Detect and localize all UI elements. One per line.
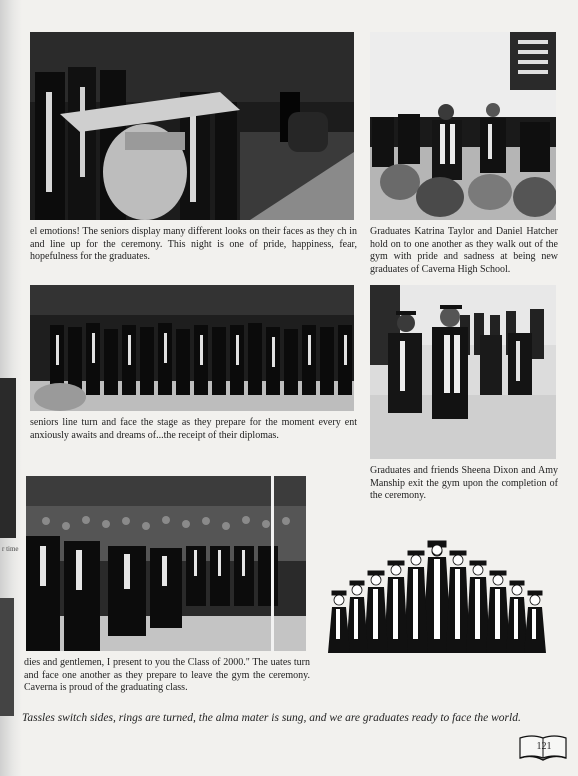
graduates-walk-out-photo — [370, 32, 556, 220]
caption-face-stage: seniors line turn and face the stage as they prepare for the moment every ent anxiously awaits and dreams of...the receipt of their diplomas. — [30, 417, 357, 441]
adjacent-page-text: r time — [2, 545, 19, 553]
page-number-badge — [518, 732, 568, 762]
caption-exit-gym: Graduates and friends Sheena Dixon and Amy Manship exit the gym upon the completion of the ceremony. — [370, 465, 558, 501]
graduates-group-clipart — [320, 535, 556, 653]
adjacent-page-photo — [0, 378, 16, 538]
caption-walk-out: Graduates Katrina Taylor and Daniel Hatcher hold on to one another as they walk out of the gym with pride and sadness at being new graduates of Caverna High School. — [370, 226, 558, 275]
caption-seniors-lineup: el emotions! The seniors display many different looks on their faces as they ch in and line up for the ceremony. This night is one of pride, happiness, fear, hopefulness for the graduates. — [30, 226, 357, 262]
adjacent-page-photo-2 — [0, 598, 14, 716]
seniors-lineup-photo — [30, 32, 354, 220]
seniors-facing-stage-photo — [30, 285, 354, 411]
page-motto: Tassles switch sides, rings are turned, the alma mater is sung, and we are graduates ready to face the world. — [22, 712, 521, 724]
caption-class-2000: dies and gentlemen, I present to you the Class of 2000." The uates turn and face one another as they prepare to leave the gym the ceremony. Caverna is proud of the graduating class. — [24, 657, 310, 693]
class-of-2000-photo — [26, 476, 306, 651]
page-number: 121 — [536, 741, 552, 752]
graduates-exit-gym-photo — [370, 285, 556, 459]
